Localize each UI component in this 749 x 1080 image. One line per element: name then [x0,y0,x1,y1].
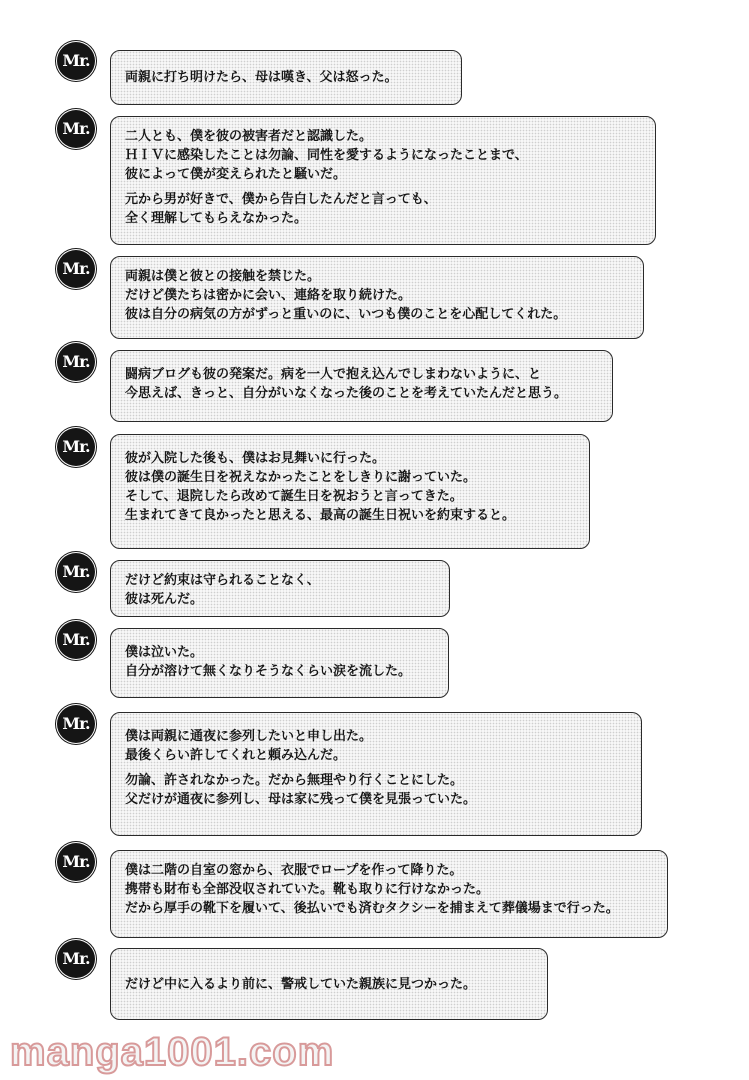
speech-bubble [110,50,462,105]
speech-bubble [110,850,668,938]
avatar: Mr. [57,705,95,743]
message-line: 僕は両親に通夜に参列したいと申し出た。 [125,729,373,744]
avatar: Mr. [57,42,95,80]
speech-bubble [110,116,656,245]
speech-bubble [110,560,450,617]
message-line: 最後くらい許してくれと頼み込んだ。 [125,748,347,763]
speech-bubble [110,948,548,1020]
speech-bubble [110,712,642,836]
speech-bubble [110,434,590,549]
message-line: ＨＩＶに感染したことは勿論、同性を愛するようになったことまで、 [125,148,528,163]
speech-bubble [110,350,613,422]
message-line: 彼が入院した後も、僕はお見舞いに行った。 [125,451,386,466]
avatar: Mr. [57,343,95,381]
avatar: Mr. [57,843,95,881]
avatar: Mr. [57,250,95,288]
avatar: Mr. [57,428,95,466]
message-line: だけど約束は守られることなく、 [125,573,320,588]
message-line: 勿論、許されなかった。だから無理やり行くことにした。 [125,773,464,788]
message-line: だけど僕たちは密かに会い、連絡を取り続けた。 [125,288,412,303]
speech-bubble [110,628,449,698]
message-line: 元から男が好きで、僕から告白したんだと言っても、 [125,192,437,207]
message-line: そして、退院したら改めて誕生日を祝おうと言ってきた。 [125,489,463,504]
message-line: だから厚手の靴下を履いて、後払いでも済むタクシーを捕まえて葬儀場まで行った。 [125,901,619,916]
message-line: 僕は泣いた。 [125,645,204,660]
message-line: 彼は僕の誕生日を祝えなかったことをしきりに謝っていた。 [125,470,477,485]
avatar: Mr. [57,940,95,978]
message-line: 彼によって僕が変えられたと騒いだ。 [125,167,347,182]
message-line: 携帯も財布も全部没収されていた。靴も取りに行けなかった。 [125,882,490,897]
avatar: Mr. [57,110,95,148]
message-line: 彼は死んだ。 [125,592,204,607]
speech-bubble [110,256,644,339]
message-line: 闘病ブログも彼の発案だ。病を一人で抱え込んでしまわないように、と [125,367,542,382]
message-line: 両親に打ち明けたら、母は嘆き、父は怒った。 [125,70,398,85]
avatar: Mr. [57,553,95,591]
message-line: 両親は僕と彼との接触を禁じた。 [125,269,321,284]
message-line: 全く理解してもらえなかった。 [125,211,308,226]
message-line: 生まれてきて良かったと思える、最高の誕生日祝いを約束すると。 [125,508,516,523]
message-line: 父だけが通夜に参列し、母は家に残って僕を見張っていた。 [125,792,477,807]
watermark: manga1001.com [10,1030,335,1074]
message-line: 二人とも、僕を彼の被害者だと認識した。 [125,129,373,144]
message-line: 僕は二階の自室の窓から、衣服でロープを作って降りた。 [125,863,463,878]
message-line: 今思えば、きっと、自分がいなくなった後のことを考えていたんだと思う。 [125,386,568,401]
message-line: だけど中に入るより前に、警戒していた親族に見つかった。 [125,977,477,992]
avatar: Mr. [57,621,95,659]
message-line: 彼は自分の病気の方がずっと重いのに、いつも僕のことを心配してくれた。 [125,307,567,322]
message-line: 自分が溶けて無くなりそうなくらい涙を流した。 [125,664,412,679]
